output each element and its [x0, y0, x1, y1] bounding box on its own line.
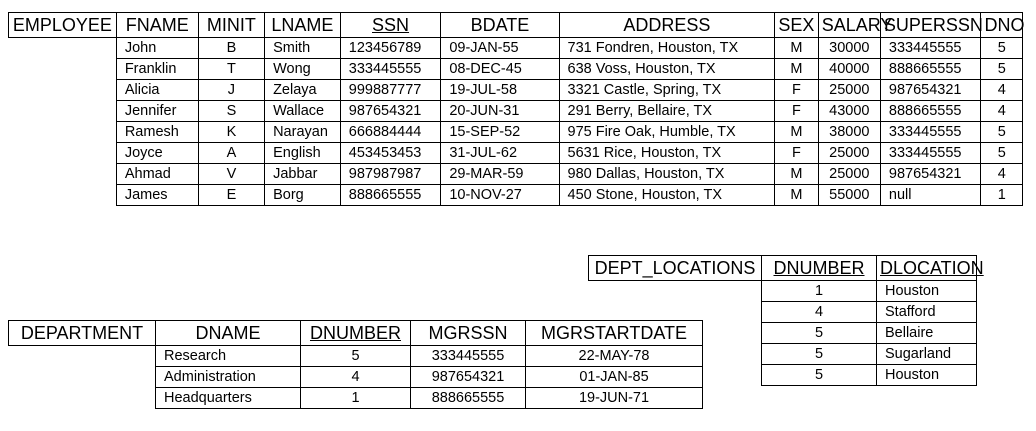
- department-col-mgrssn: MGRSSN: [411, 321, 526, 346]
- employee-cell-sex: M: [775, 185, 819, 206]
- employee-cell-address: 638 Voss, Houston, TX: [559, 59, 775, 80]
- employee-cell-sex: M: [775, 122, 819, 143]
- dept-locations-relation-name: DEPT_LOCATIONS: [589, 256, 762, 281]
- employee-cell-ssn: 987654321: [340, 101, 441, 122]
- employee-cell-fname: John: [116, 38, 198, 59]
- employee-cell-superssn: 888665555: [880, 101, 981, 122]
- dept-locations-col-dnumber: DNUMBER: [762, 256, 877, 281]
- employee-col-sex: SEX: [775, 13, 819, 38]
- employee-cell-bdate: 20-JUN-31: [441, 101, 559, 122]
- department-cell-mgrssn: 333445555: [411, 346, 526, 367]
- employee-cell-salary: 25000: [818, 80, 880, 101]
- department-row-spacer: [9, 346, 156, 367]
- dept-locations-row-spacer: [589, 281, 762, 302]
- employee-row-spacer: [9, 122, 117, 143]
- employee-row-spacer: [9, 185, 117, 206]
- dept-locations-cell-dnumber: 5: [762, 323, 877, 344]
- department-cell-dname: Administration: [156, 367, 301, 388]
- dept-locations-cell-dnumber: 5: [762, 344, 877, 365]
- dept-locations-cell-dnumber: 1: [762, 281, 877, 302]
- employee-cell-address: 975 Fire Oak, Humble, TX: [559, 122, 775, 143]
- department-row: [9, 367, 703, 388]
- employee-cell-ssn: 987987987: [340, 164, 441, 185]
- dept-locations-cell-dlocation: Houston: [877, 365, 977, 386]
- department-cell-mgrssn: 987654321: [411, 367, 526, 388]
- employee-row-spacer: [9, 101, 117, 122]
- employee-row: [9, 164, 1023, 185]
- department-col-dname: DNAME: [156, 321, 301, 346]
- department-cell-dnumber: 4: [301, 367, 411, 388]
- employee-cell-minit: T: [198, 59, 264, 80]
- employee-cell-sex: M: [775, 38, 819, 59]
- employee-cell-salary: 25000: [818, 164, 880, 185]
- employee-row-spacer: [9, 164, 117, 185]
- employee-col-minit: MINIT: [198, 13, 264, 38]
- employee-cell-dno: 4: [981, 164, 1023, 185]
- department-row: [9, 346, 703, 367]
- employee-cell-fname: Ahmad: [116, 164, 198, 185]
- employee-cell-lname: English: [265, 143, 341, 164]
- employee-cell-lname: Wallace: [265, 101, 341, 122]
- employee-cell-bdate: 31-JUL-62: [441, 143, 559, 164]
- dept-locations-cell-dnumber: 5: [762, 365, 877, 386]
- employee-cell-dno: 4: [981, 101, 1023, 122]
- employee-col-fname: FNAME: [116, 13, 198, 38]
- employee-cell-sex: M: [775, 59, 819, 80]
- department-col-dnumber: DNUMBER: [301, 321, 411, 346]
- employee-row: [9, 101, 1023, 122]
- employee-cell-ssn: 453453453: [340, 143, 441, 164]
- dept-locations-header-row: [589, 256, 977, 281]
- employee-cell-sex: F: [775, 101, 819, 122]
- department-cell-dname: Research: [156, 346, 301, 367]
- employee-cell-lname: Smith: [265, 38, 341, 59]
- employee-cell-salary: 40000: [818, 59, 880, 80]
- employee-cell-address: 980 Dallas, Houston, TX: [559, 164, 775, 185]
- employee-cell-fname: James: [116, 185, 198, 206]
- employee-cell-superssn: 987654321: [880, 80, 981, 101]
- employee-cell-sex: F: [775, 80, 819, 101]
- dept-locations-cell-dlocation: Stafford: [877, 302, 977, 323]
- dept-locations-col-dlocation: DLOCATION: [877, 256, 977, 281]
- department-cell-dnumber: 5: [301, 346, 411, 367]
- employee-row: [9, 80, 1023, 101]
- employee-col-lname: LNAME: [265, 13, 341, 38]
- employee-cell-superssn: 333445555: [880, 122, 981, 143]
- dept-locations-row: [589, 281, 977, 302]
- employee-cell-dno: 5: [981, 38, 1023, 59]
- employee-cell-salary: 25000: [818, 143, 880, 164]
- employee-cell-bdate: 19-JUL-58: [441, 80, 559, 101]
- employee-cell-dno: 5: [981, 59, 1023, 80]
- employee-row: [9, 143, 1023, 164]
- employee-table: [8, 12, 1023, 206]
- employee-cell-ssn: 888665555: [340, 185, 441, 206]
- department-col-mgrstartdate: MGRSTARTDATE: [526, 321, 703, 346]
- employee-cell-fname: Ramesh: [116, 122, 198, 143]
- employee-row-spacer: [9, 38, 117, 59]
- employee-cell-lname: Wong: [265, 59, 341, 80]
- employee-cell-minit: K: [198, 122, 264, 143]
- employee-cell-bdate: 08-DEC-45: [441, 59, 559, 80]
- employee-row: [9, 122, 1023, 143]
- employee-cell-minit: J: [198, 80, 264, 101]
- employee-cell-address: 291 Berry, Bellaire, TX: [559, 101, 775, 122]
- dept-locations-cell-dlocation: Houston: [877, 281, 977, 302]
- department-cell-dnumber: 1: [301, 388, 411, 409]
- department-cell-mgrstartdate: 01-JAN-85: [526, 367, 703, 388]
- employee-cell-lname: Narayan: [265, 122, 341, 143]
- dept-locations-cell-dnumber: 4: [762, 302, 877, 323]
- employee-cell-dno: 4: [981, 80, 1023, 101]
- employee-col-salary: SALARY: [818, 13, 880, 38]
- department-row-spacer: [9, 367, 156, 388]
- employee-cell-address: 731 Fondren, Houston, TX: [559, 38, 775, 59]
- employee-cell-ssn: 999887777: [340, 80, 441, 101]
- employee-cell-superssn: 987654321: [880, 164, 981, 185]
- employee-cell-bdate: 15-SEP-52: [441, 122, 559, 143]
- employee-cell-sex: F: [775, 143, 819, 164]
- employee-row-spacer: [9, 59, 117, 80]
- employee-cell-salary: 30000: [818, 38, 880, 59]
- employee-header-row: [9, 13, 1023, 38]
- employee-cell-address: 5631 Rice, Houston, TX: [559, 143, 775, 164]
- department-header-row: [9, 321, 703, 346]
- employee-cell-minit: E: [198, 185, 264, 206]
- department-table: [8, 320, 703, 409]
- employee-cell-minit: V: [198, 164, 264, 185]
- employee-cell-fname: Jennifer: [116, 101, 198, 122]
- employee-row: [9, 59, 1023, 80]
- employee-cell-address: 3321 Castle, Spring, TX: [559, 80, 775, 101]
- employee-cell-superssn: null: [880, 185, 981, 206]
- employee-cell-lname: Zelaya: [265, 80, 341, 101]
- employee-row: [9, 38, 1023, 59]
- employee-relation-name: EMPLOYEE: [9, 13, 117, 38]
- employee-cell-minit: A: [198, 143, 264, 164]
- employee-cell-superssn: 333445555: [880, 143, 981, 164]
- employee-cell-ssn: 666884444: [340, 122, 441, 143]
- department-cell-mgrssn: 888665555: [411, 388, 526, 409]
- employee-cell-address: 450 Stone, Houston, TX: [559, 185, 775, 206]
- employee-cell-lname: Jabbar: [265, 164, 341, 185]
- employee-col-ssn: SSN: [340, 13, 441, 38]
- employee-col-superssn: SUPERSSN: [880, 13, 981, 38]
- employee-cell-salary: 38000: [818, 122, 880, 143]
- department-cell-mgrstartdate: 19-JUN-71: [526, 388, 703, 409]
- department-row-spacer: [9, 388, 156, 409]
- employee-cell-minit: B: [198, 38, 264, 59]
- department-row: [9, 388, 703, 409]
- dept-locations-cell-dlocation: Sugarland: [877, 344, 977, 365]
- employee-cell-fname: Joyce: [116, 143, 198, 164]
- employee-cell-dno: 5: [981, 143, 1023, 164]
- employee-cell-ssn: 123456789: [340, 38, 441, 59]
- employee-cell-superssn: 888665555: [880, 59, 981, 80]
- employee-cell-ssn: 333445555: [340, 59, 441, 80]
- employee-cell-sex: M: [775, 164, 819, 185]
- employee-row-spacer: [9, 143, 117, 164]
- department-relation-name: DEPARTMENT: [9, 321, 156, 346]
- employee-col-bdate: BDATE: [441, 13, 559, 38]
- employee-cell-fname: Alicia: [116, 80, 198, 101]
- employee-cell-salary: 55000: [818, 185, 880, 206]
- employee-cell-bdate: 29-MAR-59: [441, 164, 559, 185]
- employee-cell-dno: 1: [981, 185, 1023, 206]
- employee-cell-salary: 43000: [818, 101, 880, 122]
- department-cell-mgrstartdate: 22-MAY-78: [526, 346, 703, 367]
- employee-cell-superssn: 333445555: [880, 38, 981, 59]
- employee-cell-fname: Franklin: [116, 59, 198, 80]
- employee-cell-lname: Borg: [265, 185, 341, 206]
- employee-cell-minit: S: [198, 101, 264, 122]
- department-cell-dname: Headquarters: [156, 388, 301, 409]
- employee-col-dno: DNO: [981, 13, 1023, 38]
- employee-cell-dno: 5: [981, 122, 1023, 143]
- employee-row-spacer: [9, 80, 117, 101]
- employee-row: [9, 185, 1023, 206]
- employee-cell-bdate: 09-JAN-55: [441, 38, 559, 59]
- employee-col-address: ADDRESS: [559, 13, 775, 38]
- employee-cell-bdate: 10-NOV-27: [441, 185, 559, 206]
- dept-locations-cell-dlocation: Bellaire: [877, 323, 977, 344]
